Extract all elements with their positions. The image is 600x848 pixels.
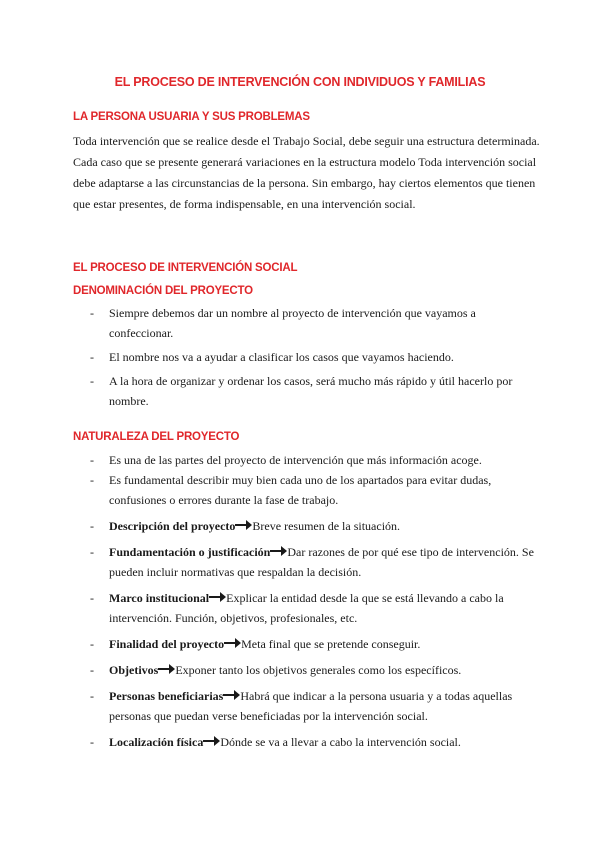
term-item <box>0 542 600 582</box>
bullet-dash: - <box>90 689 94 703</box>
list-item-text: Es una de las partes del proyecto de intervención que más información acoge. <box>109 453 482 467</box>
list-item <box>0 371 600 411</box>
term-label: Personas beneficiarias <box>109 689 224 703</box>
bullet-dash: - <box>90 473 94 487</box>
right-arrow-icon <box>209 591 226 603</box>
right-arrow-icon <box>158 663 175 675</box>
term-text: Exponer tanto los objetivos generales como los específicos. <box>175 663 462 677</box>
naturaleza-list <box>0 450 600 752</box>
term-text: Dar razones de por qué ese tipo de intervención. Se pueden incluir normativas que respaldan la decisión. <box>109 545 534 579</box>
subheading-denominacion: DENOMINACIÓN DEL PROYECTO <box>73 285 253 297</box>
term-label: Fundamentación o justificación <box>109 545 271 559</box>
term-label: Finalidad del proyecto <box>109 637 225 651</box>
section-heading-persona-usuaria: LA PERSONA USUARIA Y SUS PROBLEMAS <box>73 111 310 123</box>
list-item <box>0 450 600 470</box>
list-item <box>0 347 600 367</box>
intro-paragraph: Toda intervención que se realice desde el Trabajo Social, debe seguir una estructura determinada. Cada caso que se presente generará variaciones en la estructura modelo Toda intervención social debe adaptarse a las circunstancias de la persona. Sin embargo, hay ciertos elementos que tienen que estar presentes, de forma indispensable, en una intervención social. <box>73 134 540 211</box>
term-label: Descripción del proyecto <box>109 519 236 533</box>
denominacion-list <box>0 303 600 411</box>
right-arrow-icon <box>223 689 240 701</box>
term-label: Localización física <box>109 735 204 749</box>
bullet-dash: - <box>90 374 94 388</box>
bullet-dash: - <box>90 350 94 364</box>
bullet-dash: - <box>90 545 94 559</box>
bullet-dash: - <box>90 735 94 749</box>
bullet-dash: - <box>90 306 94 320</box>
list-item-text: El nombre nos va a ayudar a clasificar los casos que vayamos haciendo. <box>109 350 454 364</box>
bullet-dash: - <box>90 519 94 533</box>
document-title: EL PROCESO DE INTERVENCIÓN CON INDIVIDUOS Y FAMILIAS <box>114 75 486 89</box>
term-item <box>0 588 600 628</box>
section-heading-naturaleza: NATURALEZA DEL PROYECTO <box>73 431 240 443</box>
term-item <box>0 516 600 536</box>
list-item-text: Siempre debemos dar un nombre al proyecto de intervención que vayamos a confeccionar. <box>109 306 476 340</box>
term-text: Dónde se va a llevar a cabo la intervención social. <box>220 735 461 749</box>
bullet-dash: - <box>90 637 94 651</box>
section-heading-proceso: EL PROCESO DE INTERVENCIÓN SOCIAL <box>73 262 298 274</box>
bullet-dash: - <box>90 453 94 467</box>
bullet-dash: - <box>90 591 94 605</box>
term-item <box>0 660 600 680</box>
right-arrow-icon <box>270 545 287 557</box>
right-arrow-icon <box>224 637 241 649</box>
term-item <box>0 686 600 726</box>
list-item <box>0 303 600 343</box>
list-item-text: Es fundamental describir muy bien cada uno de los apartados para evitar dudas, confusiones o errores durante la fase de trabajo. <box>109 473 492 507</box>
term-text: Breve resumen de la situación. <box>252 519 401 533</box>
term-item <box>0 634 600 654</box>
term-text: Explicar la entidad desde la que se está llevando a cabo la intervención. Función, objetivos, profesionales, etc. <box>109 591 504 625</box>
list-item <box>0 470 600 510</box>
right-arrow-icon <box>235 519 252 531</box>
term-text: Meta final que se pretende conseguir. <box>241 637 421 651</box>
bullet-dash: - <box>90 663 94 677</box>
term-label: Objetivos <box>109 663 159 677</box>
term-item <box>0 732 600 752</box>
term-label: Marco institucional <box>109 591 210 605</box>
list-item-text: A la hora de organizar y ordenar los casos, será mucho más rápido y útil hacerlo por nombre. <box>109 374 513 408</box>
right-arrow-icon <box>203 735 220 747</box>
term-text: Habrá que indicar a la persona usuaria y a todas aquellas personas que puedan verse beneficiadas por la intervención social. <box>109 689 513 723</box>
